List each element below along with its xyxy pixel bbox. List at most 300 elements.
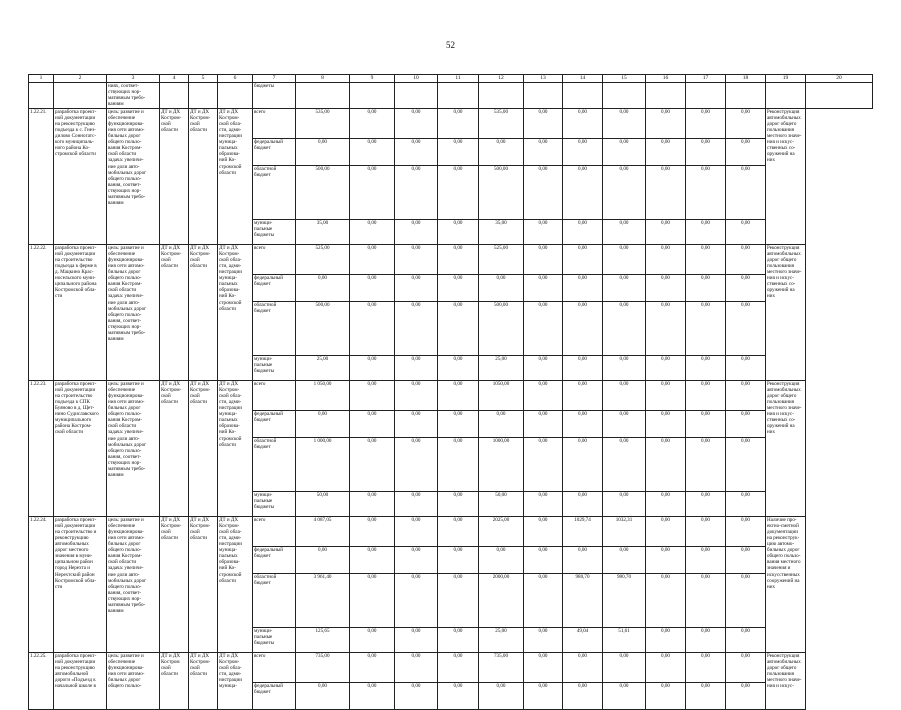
executor-cell: ДТ и ДХ Костром- ской области (189, 108, 218, 244)
empty-cell (726, 82, 766, 108)
goal-cell: цель: развитие и обеспечение функционирова- ния сети автомо- бильных дорог общего пользо- вания Костром- ской области задача: увеличе- ние доли авто- мобильных дорог общего пользо- вания, соответ- ствующих нор- мативным требо- ваниям (107, 380, 160, 516)
amount-cell: 0,00 (350, 437, 395, 491)
amount-cell: 500,00 (296, 165, 350, 219)
empty-cell (563, 82, 603, 108)
column-header: 12 (479, 75, 524, 83)
amount-cell: 735,00 (479, 652, 524, 682)
amount-cell: 0,00 (603, 652, 646, 682)
amount-cell: 0,00 (646, 491, 686, 516)
amount-cell: 0,00 (646, 244, 686, 274)
amount-cell: 0,00 (524, 437, 563, 491)
empty-cell (395, 82, 438, 108)
amount-cell: 0,00 (563, 491, 603, 516)
amount-cell: 0,00 (479, 138, 524, 165)
amount-cell: 1 000,00 (296, 437, 350, 491)
amount-cell: 0,00 (603, 219, 646, 244)
amount-cell: 0,00 (726, 437, 766, 491)
amount-cell: 25,00 (479, 355, 524, 380)
amount-cell: 0,00 (524, 652, 563, 682)
amount-cell: 1032,31 (603, 516, 646, 546)
program-table (28, 74, 873, 710)
empty-cell (29, 82, 54, 108)
funding-source-cell: областной бюджет (253, 573, 296, 627)
amount-cell: 0,00 (603, 244, 646, 274)
measure-description-cell: разработка проект- ной документации на строительство подъезда к ферме в д. Мацкино Крас- носельского муни- ципального района Костромской обла- сти (54, 244, 107, 380)
column-header: 19 (766, 75, 806, 83)
amount-cell: 0,00 (646, 138, 686, 165)
amount-cell: 0,00 (524, 516, 563, 546)
amount-cell: 0,00 (524, 410, 563, 437)
amount-cell: 0,00 (563, 437, 603, 491)
amount-cell: 49,04 (563, 627, 603, 652)
goal-cell: ниях, соответ- ствующих нор- мативным требо- ваниям (107, 82, 160, 108)
empty-cell (54, 82, 107, 108)
amount-cell: 0,00 (646, 546, 686, 573)
amount-cell: 0,00 (686, 573, 726, 627)
amount-cell: 0,00 (726, 546, 766, 573)
amount-cell: 0,00 (524, 573, 563, 627)
table-row (29, 108, 873, 138)
funding-source-cell: федеральный бюджет (253, 138, 296, 165)
measure-number-cell: 1.22.25. (29, 652, 54, 709)
executor-cell: ДТ и ДХ Костром- ской области (189, 652, 218, 709)
amount-cell: 500,00 (479, 165, 524, 219)
column-header: 2 (54, 75, 107, 83)
measure-number-cell: 1.22.22. (29, 244, 54, 380)
empty-cell (646, 82, 686, 108)
column-header: 11 (438, 75, 479, 83)
amount-cell: 0,00 (686, 516, 726, 546)
column-header: 13 (524, 75, 563, 83)
amount-cell: 0,00 (395, 165, 438, 219)
amount-cell: 0,00 (603, 491, 646, 516)
amount-cell: 0,00 (350, 165, 395, 219)
amount-cell: 4 087,05 (296, 516, 350, 546)
amount-cell: 0,00 (350, 546, 395, 573)
amount-cell: 0,00 (438, 573, 479, 627)
header-row (29, 75, 873, 83)
table-row (29, 516, 873, 546)
measure-number-cell: 1.22.21. (29, 108, 54, 244)
amount-cell: 0,00 (395, 516, 438, 546)
amount-cell: 0,00 (395, 410, 438, 437)
empty-cell (218, 82, 253, 108)
empty-cell (296, 82, 350, 108)
amount-cell: 0,00 (296, 410, 350, 437)
executor-cell: ДТ и ДХ Костром- ской области (189, 244, 218, 380)
participant-cell: ДТ и ДХ Костром- ской обла- сти, адми- нистрации муница- пальных образова- ний Ко- стромской области (218, 244, 253, 380)
funding-source-cell: федеральный бюджет (253, 546, 296, 573)
empty-cell (189, 82, 218, 108)
amount-cell: 0,00 (395, 437, 438, 491)
amount-cell: 25,00 (479, 627, 524, 652)
amount-cell: 535,00 (296, 108, 350, 138)
column-header: 5 (189, 75, 218, 83)
amount-cell: 0,00 (726, 682, 766, 709)
table-row (29, 244, 873, 274)
amount-cell: 51,61 (603, 627, 646, 652)
amount-cell: 0,00 (686, 437, 726, 491)
funding-source-cell: муници- пальные бюджеты (253, 355, 296, 380)
amount-cell: 0,00 (646, 219, 686, 244)
column-header: 8 (296, 75, 350, 83)
amount-cell: 0,00 (726, 652, 766, 682)
amount-cell: 0,00 (296, 274, 350, 301)
amount-cell: 0,00 (438, 108, 479, 138)
amount-cell: 0,00 (350, 219, 395, 244)
funding-source-cell: бюджеты (253, 82, 296, 108)
amount-cell: 0,00 (524, 165, 563, 219)
amount-cell: 1050,00 (479, 380, 524, 410)
amount-cell: 0,00 (524, 244, 563, 274)
amount-cell: 0,00 (524, 108, 563, 138)
amount-cell: 535,00 (479, 108, 524, 138)
amount-cell: 0,00 (350, 410, 395, 437)
amount-cell: 0,00 (438, 652, 479, 682)
measure-description-cell: разработка проект- ной документации на строительство и реконструкцию автомобильных дорог местного значения в муни- ципальном район город Нерехта и Нерехтский район Костромской обла- сти (54, 516, 107, 652)
amount-cell: 0,00 (395, 355, 438, 380)
table-row (29, 652, 873, 682)
amount-cell: 0,00 (438, 219, 479, 244)
amount-cell: 0,00 (438, 682, 479, 709)
amount-cell: 0,00 (438, 244, 479, 274)
amount-cell: 0,00 (438, 546, 479, 573)
amount-cell: 0,00 (726, 380, 766, 410)
amount-cell: 0,00 (395, 627, 438, 652)
amount-cell: 0,00 (438, 355, 479, 380)
goal-cell: цель: развитие и обеспечение функционирова- ния сети автомо- бильных дорог общего пользо- (107, 652, 160, 709)
amount-cell: 2025,00 (479, 516, 524, 546)
amount-cell: 0,00 (646, 274, 686, 301)
continuation-row (29, 82, 873, 108)
funding-source-cell: федеральный бюджет (253, 274, 296, 301)
amount-cell: 0,00 (603, 380, 646, 410)
participant-cell: ДТ и ДХ Костром- ской обла- сти, адми- нистрации муница- пальных образова- ний Ко- стромской области (218, 516, 253, 652)
table-row (29, 380, 873, 410)
amount-cell: 0,00 (524, 380, 563, 410)
amount-cell: 0,00 (686, 108, 726, 138)
amount-cell: 0,00 (395, 546, 438, 573)
participant-cell: ДТ и ДХ Костром- ской обла- сти, адми- нистрации муница- пальных образова- ний Ко- стромской области (218, 108, 253, 244)
empty-cell (524, 82, 563, 108)
amount-cell: 980,70 (563, 573, 603, 627)
amount-cell: 0,00 (563, 682, 603, 709)
amount-cell: 0,00 (395, 108, 438, 138)
amount-cell: 1029,74 (563, 516, 603, 546)
funding-source-cell: всего (253, 380, 296, 410)
amount-cell: 0,00 (479, 682, 524, 709)
empty-cell (603, 82, 646, 108)
amount-cell: 1000,00 (479, 437, 524, 491)
goal-cell: цель: развитие и обеспечение функционирова- ния сети автомо- бильных дорог общего пользо- вания Костром- ской области задача: увеличе- ние доли авто- мобильных дорог общего пользо- вания, соответ- ствующих нор- мативным требо- ваниям (107, 516, 160, 652)
participant-cell: ДТ и ДХ Костром- ской обла- сти, адми- нистрации муница- пальных образова- ний Ко- стромской области (218, 380, 253, 516)
amount-cell: 0,00 (524, 355, 563, 380)
funding-source-cell: муници- пальные бюджеты (253, 627, 296, 652)
amount-cell: 0,00 (603, 546, 646, 573)
amount-cell: 0,00 (350, 138, 395, 165)
customer-cell: ДТ и ДХ Костром- ской области (160, 244, 189, 380)
amount-cell: 0,00 (646, 301, 686, 355)
amount-cell: 0,00 (603, 437, 646, 491)
amount-cell: 0,00 (395, 682, 438, 709)
amount-cell: 50,00 (296, 491, 350, 516)
empty-cell (438, 82, 479, 108)
amount-cell: 0,00 (726, 138, 766, 165)
amount-cell: 0,00 (686, 244, 726, 274)
customer-cell: ДТ и ДХ Костром ской области (160, 652, 189, 709)
amount-cell: 0,00 (438, 301, 479, 355)
column-header: 7 (253, 75, 296, 83)
column-header: 4 (160, 75, 189, 83)
amount-cell: 980,70 (603, 573, 646, 627)
empty-cell (160, 82, 189, 108)
amount-cell: 0,00 (395, 244, 438, 274)
amount-cell: 0,00 (603, 274, 646, 301)
empty-cell (350, 82, 395, 108)
measure-description-cell: разработка проект- ной документации на реконструкцию автомобильной дороги «Подъезд к начальной школе в (54, 652, 107, 709)
amount-cell: 0,00 (395, 219, 438, 244)
amount-cell: 0,00 (438, 138, 479, 165)
column-header: 9 (350, 75, 395, 83)
amount-cell: 0,00 (479, 274, 524, 301)
amount-cell: 125,65 (296, 627, 350, 652)
amount-cell: 0,00 (603, 355, 646, 380)
amount-cell: 0,00 (395, 274, 438, 301)
amount-cell: 0,00 (726, 627, 766, 652)
amount-cell: 0,00 (438, 627, 479, 652)
amount-cell: 0,00 (603, 108, 646, 138)
amount-cell: 0,00 (603, 682, 646, 709)
amount-cell: 0,00 (603, 165, 646, 219)
amount-cell: 0,00 (350, 244, 395, 274)
amount-cell: 0,00 (686, 219, 726, 244)
amount-cell: 0,00 (524, 627, 563, 652)
expected-result-cell: Реконструкция автомобильных дорог общего пользования местного значе- ния и искус- ственных со- оружений на них (766, 380, 806, 516)
goal-cell: цель: развитие и обеспечение функционирова- ния сети автомо- бильных дорог общего пользо- вания Костром- ской области задача: увеличе- ние доли авто- мобильных дорог общего пользо- вания, соответ- ствующих нор- мативным требо- ваниям (107, 244, 160, 380)
amount-cell: 0,00 (524, 491, 563, 516)
amount-cell: 0,00 (563, 652, 603, 682)
amount-cell: 0,00 (726, 274, 766, 301)
expected-result-cell: Реконструкция автомобильных дорог общего пользования местного значе- ния и искус- ственных со- оружений на них (766, 108, 806, 244)
amount-cell: 0,00 (524, 546, 563, 573)
amount-cell: 0,00 (646, 573, 686, 627)
executor-cell: ДТ и ДХ Костром- ской области (189, 516, 218, 652)
amount-cell: 0,00 (479, 546, 524, 573)
column-header: 20 (806, 75, 873, 83)
amount-cell: 500,00 (296, 301, 350, 355)
amount-cell: 0,00 (563, 138, 603, 165)
amount-cell: 35,00 (296, 219, 350, 244)
amount-cell: 0,00 (726, 301, 766, 355)
funding-source-cell: всего (253, 244, 296, 274)
amount-cell: 0,00 (395, 380, 438, 410)
amount-cell: 0,00 (726, 516, 766, 546)
amount-cell: 0,00 (350, 108, 395, 138)
expected-result-cell: Реконструкция автомобильных дорог общего пользования местного значе- ния и искус- (766, 652, 806, 709)
amount-cell: 2000,00 (479, 573, 524, 627)
amount-cell: 0,00 (646, 380, 686, 410)
funding-source-cell: всего (253, 108, 296, 138)
amount-cell: 0,00 (646, 437, 686, 491)
amount-cell: 0,00 (686, 491, 726, 516)
amount-cell: 525,00 (479, 244, 524, 274)
amount-cell: 0,00 (726, 491, 766, 516)
empty-cell (479, 82, 524, 108)
amount-cell: 0,00 (563, 165, 603, 219)
amount-cell: 0,00 (563, 410, 603, 437)
funding-source-cell: областной бюджет (253, 437, 296, 491)
amount-cell: 0,00 (726, 108, 766, 138)
column-header: 6 (218, 75, 253, 83)
amount-cell: 0,00 (438, 410, 479, 437)
amount-cell: 0,00 (350, 652, 395, 682)
funding-source-cell: федеральный бюджет (253, 410, 296, 437)
amount-cell: 0,00 (350, 682, 395, 709)
amount-cell: 0,00 (350, 491, 395, 516)
amount-cell: 3 961,40 (296, 573, 350, 627)
amount-cell: 0,00 (646, 627, 686, 652)
amount-cell: 0,00 (350, 301, 395, 355)
empty-cell (806, 82, 873, 108)
amount-cell: 0,00 (350, 274, 395, 301)
amount-cell: 0,00 (563, 380, 603, 410)
amount-cell: 0,00 (603, 301, 646, 355)
amount-cell: 0,00 (296, 138, 350, 165)
amount-cell: 0,00 (646, 682, 686, 709)
amount-cell: 0,00 (686, 165, 726, 219)
customer-cell: ДТ и ДХ Костром- ской области (160, 516, 189, 652)
column-header: 18 (726, 75, 766, 83)
amount-cell: 0,00 (395, 301, 438, 355)
amount-cell: 0,00 (524, 274, 563, 301)
amount-cell: 0,00 (686, 301, 726, 355)
amount-cell: 0,00 (563, 301, 603, 355)
amount-cell: 0,00 (686, 410, 726, 437)
amount-cell: 0,00 (726, 219, 766, 244)
amount-cell: 0,00 (350, 380, 395, 410)
amount-cell: 0,00 (686, 274, 726, 301)
funding-source-cell: областной бюджет (253, 165, 296, 219)
amount-cell: 500,00 (479, 301, 524, 355)
amount-cell: 0,00 (524, 219, 563, 244)
column-header: 17 (686, 75, 726, 83)
amount-cell: 0,00 (646, 355, 686, 380)
goal-cell: цель: развитие и обеспечение функционирова- ния сети автомо- бильных дорог общего пользо- вания Костром- ской области задача: увеличе- ние доли авто- мобильных дорог общего пользо- вания, соответ- ствующих нор- мативным требо- ваниям (107, 108, 160, 244)
amount-cell: 525,00 (296, 244, 350, 274)
amount-cell: 0,00 (603, 138, 646, 165)
amount-cell: 0,00 (726, 244, 766, 274)
column-header: 10 (395, 75, 438, 83)
amount-cell: 0,00 (686, 627, 726, 652)
amount-cell: 0,00 (563, 244, 603, 274)
measure-description-cell: разработка проект- ной документации на строительство подъезда к СПК Буяново в д. Щет- нино Судиславского муниципального района Костром- ской области (54, 380, 107, 516)
amount-cell: 0,00 (686, 380, 726, 410)
amount-cell: 0,00 (646, 410, 686, 437)
amount-cell: 0,00 (395, 573, 438, 627)
amount-cell: 0,00 (524, 301, 563, 355)
expected-result-cell: Реконструкция автомобильных дорог общего пользования местного значе- ния и искус- ственных со- оружений на них (766, 244, 806, 380)
amount-cell: 0,00 (350, 516, 395, 546)
amount-cell: 0,00 (563, 219, 603, 244)
funding-source-cell: всего (253, 516, 296, 546)
amount-cell: 0,00 (350, 355, 395, 380)
empty-cell (766, 82, 806, 108)
participant-cell: ДТ и ДХ Костром- ской обла- сти, адми- нистрации муница- (218, 652, 253, 709)
funding-source-cell: федеральный бюджет (253, 682, 296, 709)
amount-cell: 0,00 (726, 410, 766, 437)
column-header: 1 (29, 75, 54, 83)
amount-cell: 0,00 (438, 437, 479, 491)
amount-cell: 0,00 (686, 546, 726, 573)
customer-cell: ДТ и ДХ Костром- ской области (160, 380, 189, 516)
amount-cell: 0,00 (686, 652, 726, 682)
funding-source-cell: всего (253, 652, 296, 682)
amount-cell: 0,00 (479, 410, 524, 437)
amount-cell: 0,00 (524, 682, 563, 709)
measure-number-cell: 1.22.23. (29, 380, 54, 516)
amount-cell: 0,00 (438, 380, 479, 410)
amount-cell: 25,00 (296, 355, 350, 380)
column-header: 14 (563, 75, 603, 83)
funding-source-cell: муници- пальные бюджеты (253, 491, 296, 516)
amount-cell: 0,00 (646, 165, 686, 219)
amount-cell: 50,00 (479, 491, 524, 516)
amount-cell: 0,00 (563, 274, 603, 301)
funding-source-cell: муници- пальные бюджеты (253, 219, 296, 244)
amount-cell: 0,00 (524, 138, 563, 165)
amount-cell: 0,00 (603, 410, 646, 437)
amount-cell: 0,00 (646, 516, 686, 546)
expected-result-cell: Наличие про- ектно-сметной документации на реконструк- цию автомо- бильных дорог общего пользо- вания местного значения и искусственных сооружений на них (766, 516, 806, 652)
amount-cell: 0,00 (438, 516, 479, 546)
amount-cell: 0,00 (726, 355, 766, 380)
amount-cell: 0,00 (438, 491, 479, 516)
measure-description-cell: разработка проект- ной документации на реконструкцию подъезда к с. Гнез- диловo Сонногатс- кого муниципаль- ного района Ко- стромской области (54, 108, 107, 244)
measure-number-cell: 1.22.24. (29, 516, 54, 652)
amount-cell: 0,00 (646, 108, 686, 138)
amount-cell: 1 050,00 (296, 380, 350, 410)
amount-cell: 0,00 (395, 652, 438, 682)
amount-cell: 0,00 (395, 491, 438, 516)
amount-cell: 0,00 (726, 573, 766, 627)
amount-cell: 735,00 (296, 652, 350, 682)
page-number: 52 (446, 40, 455, 50)
amount-cell: 0,00 (296, 682, 350, 709)
column-header: 16 (646, 75, 686, 83)
amount-cell: 0,00 (726, 165, 766, 219)
amount-cell: 0,00 (296, 546, 350, 573)
amount-cell: 0,00 (686, 138, 726, 165)
customer-cell: ДТ и ДХ Костром- ской области (160, 108, 189, 244)
funding-source-cell: областной бюджет (253, 301, 296, 355)
amount-cell: 0,00 (563, 108, 603, 138)
amount-cell: 0,00 (646, 652, 686, 682)
amount-cell: 0,00 (686, 355, 726, 380)
column-header: 15 (603, 75, 646, 83)
amount-cell: 0,00 (563, 546, 603, 573)
amount-cell: 35,00 (479, 219, 524, 244)
amount-cell: 0,00 (395, 138, 438, 165)
amount-cell: 0,00 (438, 274, 479, 301)
column-header: 3 (107, 75, 160, 83)
amount-cell: 0,00 (438, 165, 479, 219)
amount-cell: 0,00 (350, 573, 395, 627)
amount-cell: 0,00 (563, 355, 603, 380)
empty-cell (686, 82, 726, 108)
amount-cell: 0,00 (350, 627, 395, 652)
amount-cell: 0,00 (686, 682, 726, 709)
executor-cell: ДТ и ДХ Костром- ской области (189, 380, 218, 516)
